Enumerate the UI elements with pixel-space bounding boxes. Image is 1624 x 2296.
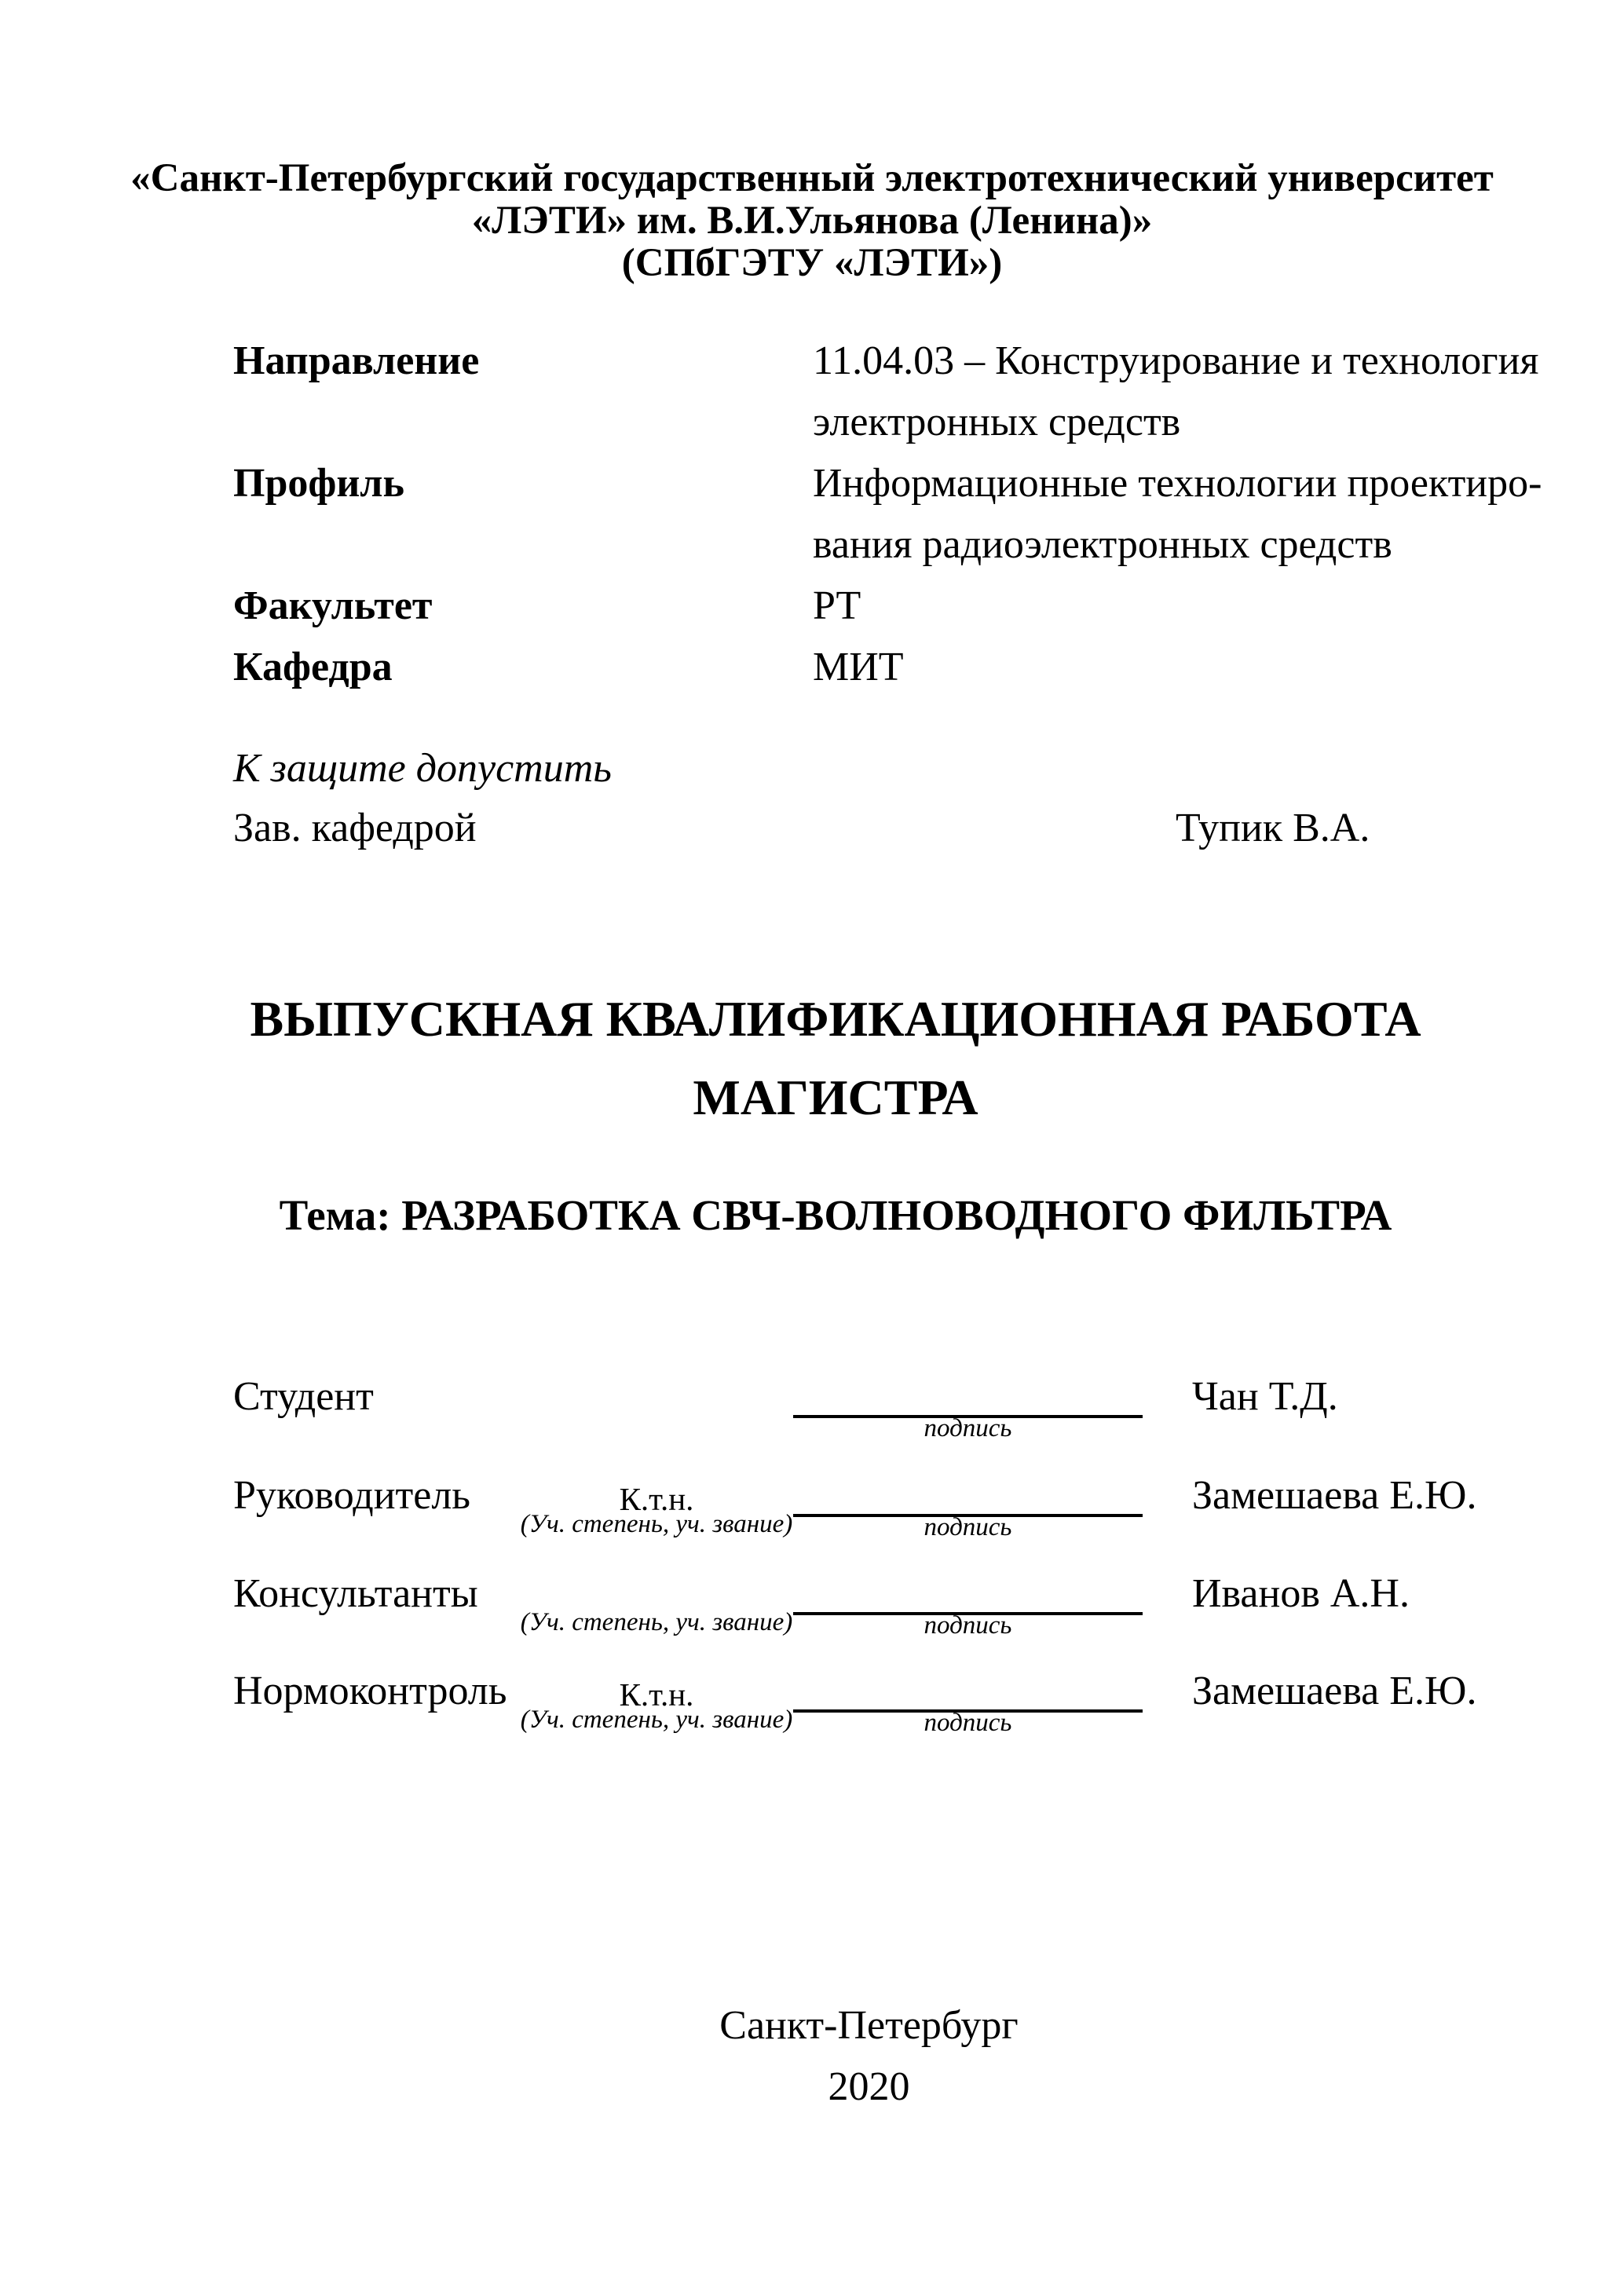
consultants-name: Иванов А.Н.	[1192, 1571, 1410, 1616]
consultants-degree-caption: (Уч. степень, уч. звание)	[520, 1608, 793, 1636]
info-row-direction	[233, 331, 1577, 392]
department-value: МИТ	[813, 645, 904, 689]
university-name-line-3: (СПбГЭТУ «ЛЭТИ»)	[621, 241, 1003, 285]
student-signature-caption: подпись	[924, 1414, 1012, 1442]
signature-row-consultants	[0, 1563, 1624, 1662]
normcontrol-degree-caption: (Уч. степень, уч. звание)	[520, 1706, 793, 1734]
faculty-label: Факультет	[233, 583, 433, 628]
direction-value-cont: электронных средств	[813, 400, 1181, 444]
info-row-department	[233, 637, 1577, 698]
normcontrol-role-label: Нормоконтроль	[233, 1669, 507, 1713]
consultants-role-label: Консультанты	[233, 1571, 478, 1616]
supervisor-degree: К.т.н.	[619, 1481, 694, 1517]
footer-city: Санкт-Петербург	[719, 2003, 1019, 2048]
work-title-line-2: МАГИСТРА	[693, 1069, 978, 1125]
supervisor-role-label: Руководитель	[233, 1473, 470, 1518]
footer	[232, 1995, 1506, 2118]
university-header	[118, 157, 1506, 284]
direction-value: 11.04.03 – Конструирование и технология	[813, 338, 1539, 383]
info-row-direction-cont	[233, 392, 1577, 453]
student-name: Чан Т.Д.	[1192, 1374, 1338, 1419]
profile-value-cont: вания радиоэлектронных средств	[813, 522, 1392, 567]
department-head-label: Зав. кафедрой	[233, 806, 477, 850]
faculty-value: РТ	[813, 583, 861, 628]
work-title	[232, 980, 1439, 1137]
university-name-line-1: «Санкт-Петербургский государственный электротехнический университет	[130, 156, 1494, 200]
theme-title: Тема: РАЗРАБОТКА СВЧ-ВОЛНОВОДНОГО ФИЛЬТРА	[279, 1191, 1392, 1239]
department-head-name: Тупик В.А.	[1176, 806, 1370, 850]
profile-value: Информационные технологии проектиро-	[813, 461, 1542, 506]
student-role-label: Студент	[233, 1374, 374, 1419]
profile-label-empty	[233, 514, 813, 576]
info-row-faculty	[233, 576, 1577, 637]
admission-note: К защите допустить	[233, 746, 612, 791]
program-info-block	[233, 331, 1577, 698]
consultants-signature-caption: подпись	[924, 1611, 1012, 1640]
normcontrol-signature-caption: подпись	[924, 1709, 1012, 1737]
info-row-profile	[233, 453, 1577, 514]
footer-year: 2020	[828, 2064, 910, 2109]
work-title-line-1: ВЫПУСКНАЯ КВАЛИФИКАЦИОННАЯ РАБОТА	[250, 991, 1421, 1047]
normcontrol-name: Замешаева Е.Ю.	[1192, 1669, 1477, 1713]
profile-label: Профиль	[233, 461, 404, 506]
direction-label: Направление	[233, 338, 480, 383]
university-name-line-2: «ЛЭТИ» им. В.И.Ульянова (Ленина)»	[471, 199, 1153, 243]
supervisor-signature-caption: подпись	[924, 1513, 1012, 1541]
supervisor-degree-caption: (Уч. степень, уч. звание)	[520, 1510, 793, 1538]
direction-label-empty	[233, 392, 813, 453]
signature-row-normcontrol	[0, 1661, 1624, 1760]
department-label: Кафедра	[233, 645, 393, 689]
signature-row-supervisor	[0, 1465, 1624, 1564]
info-row-profile-cont	[233, 514, 1577, 576]
supervisor-name: Замешаева Е.Ю.	[1192, 1473, 1477, 1518]
signature-row-student	[0, 1366, 1624, 1465]
normcontrol-degree: К.т.н.	[619, 1676, 694, 1713]
